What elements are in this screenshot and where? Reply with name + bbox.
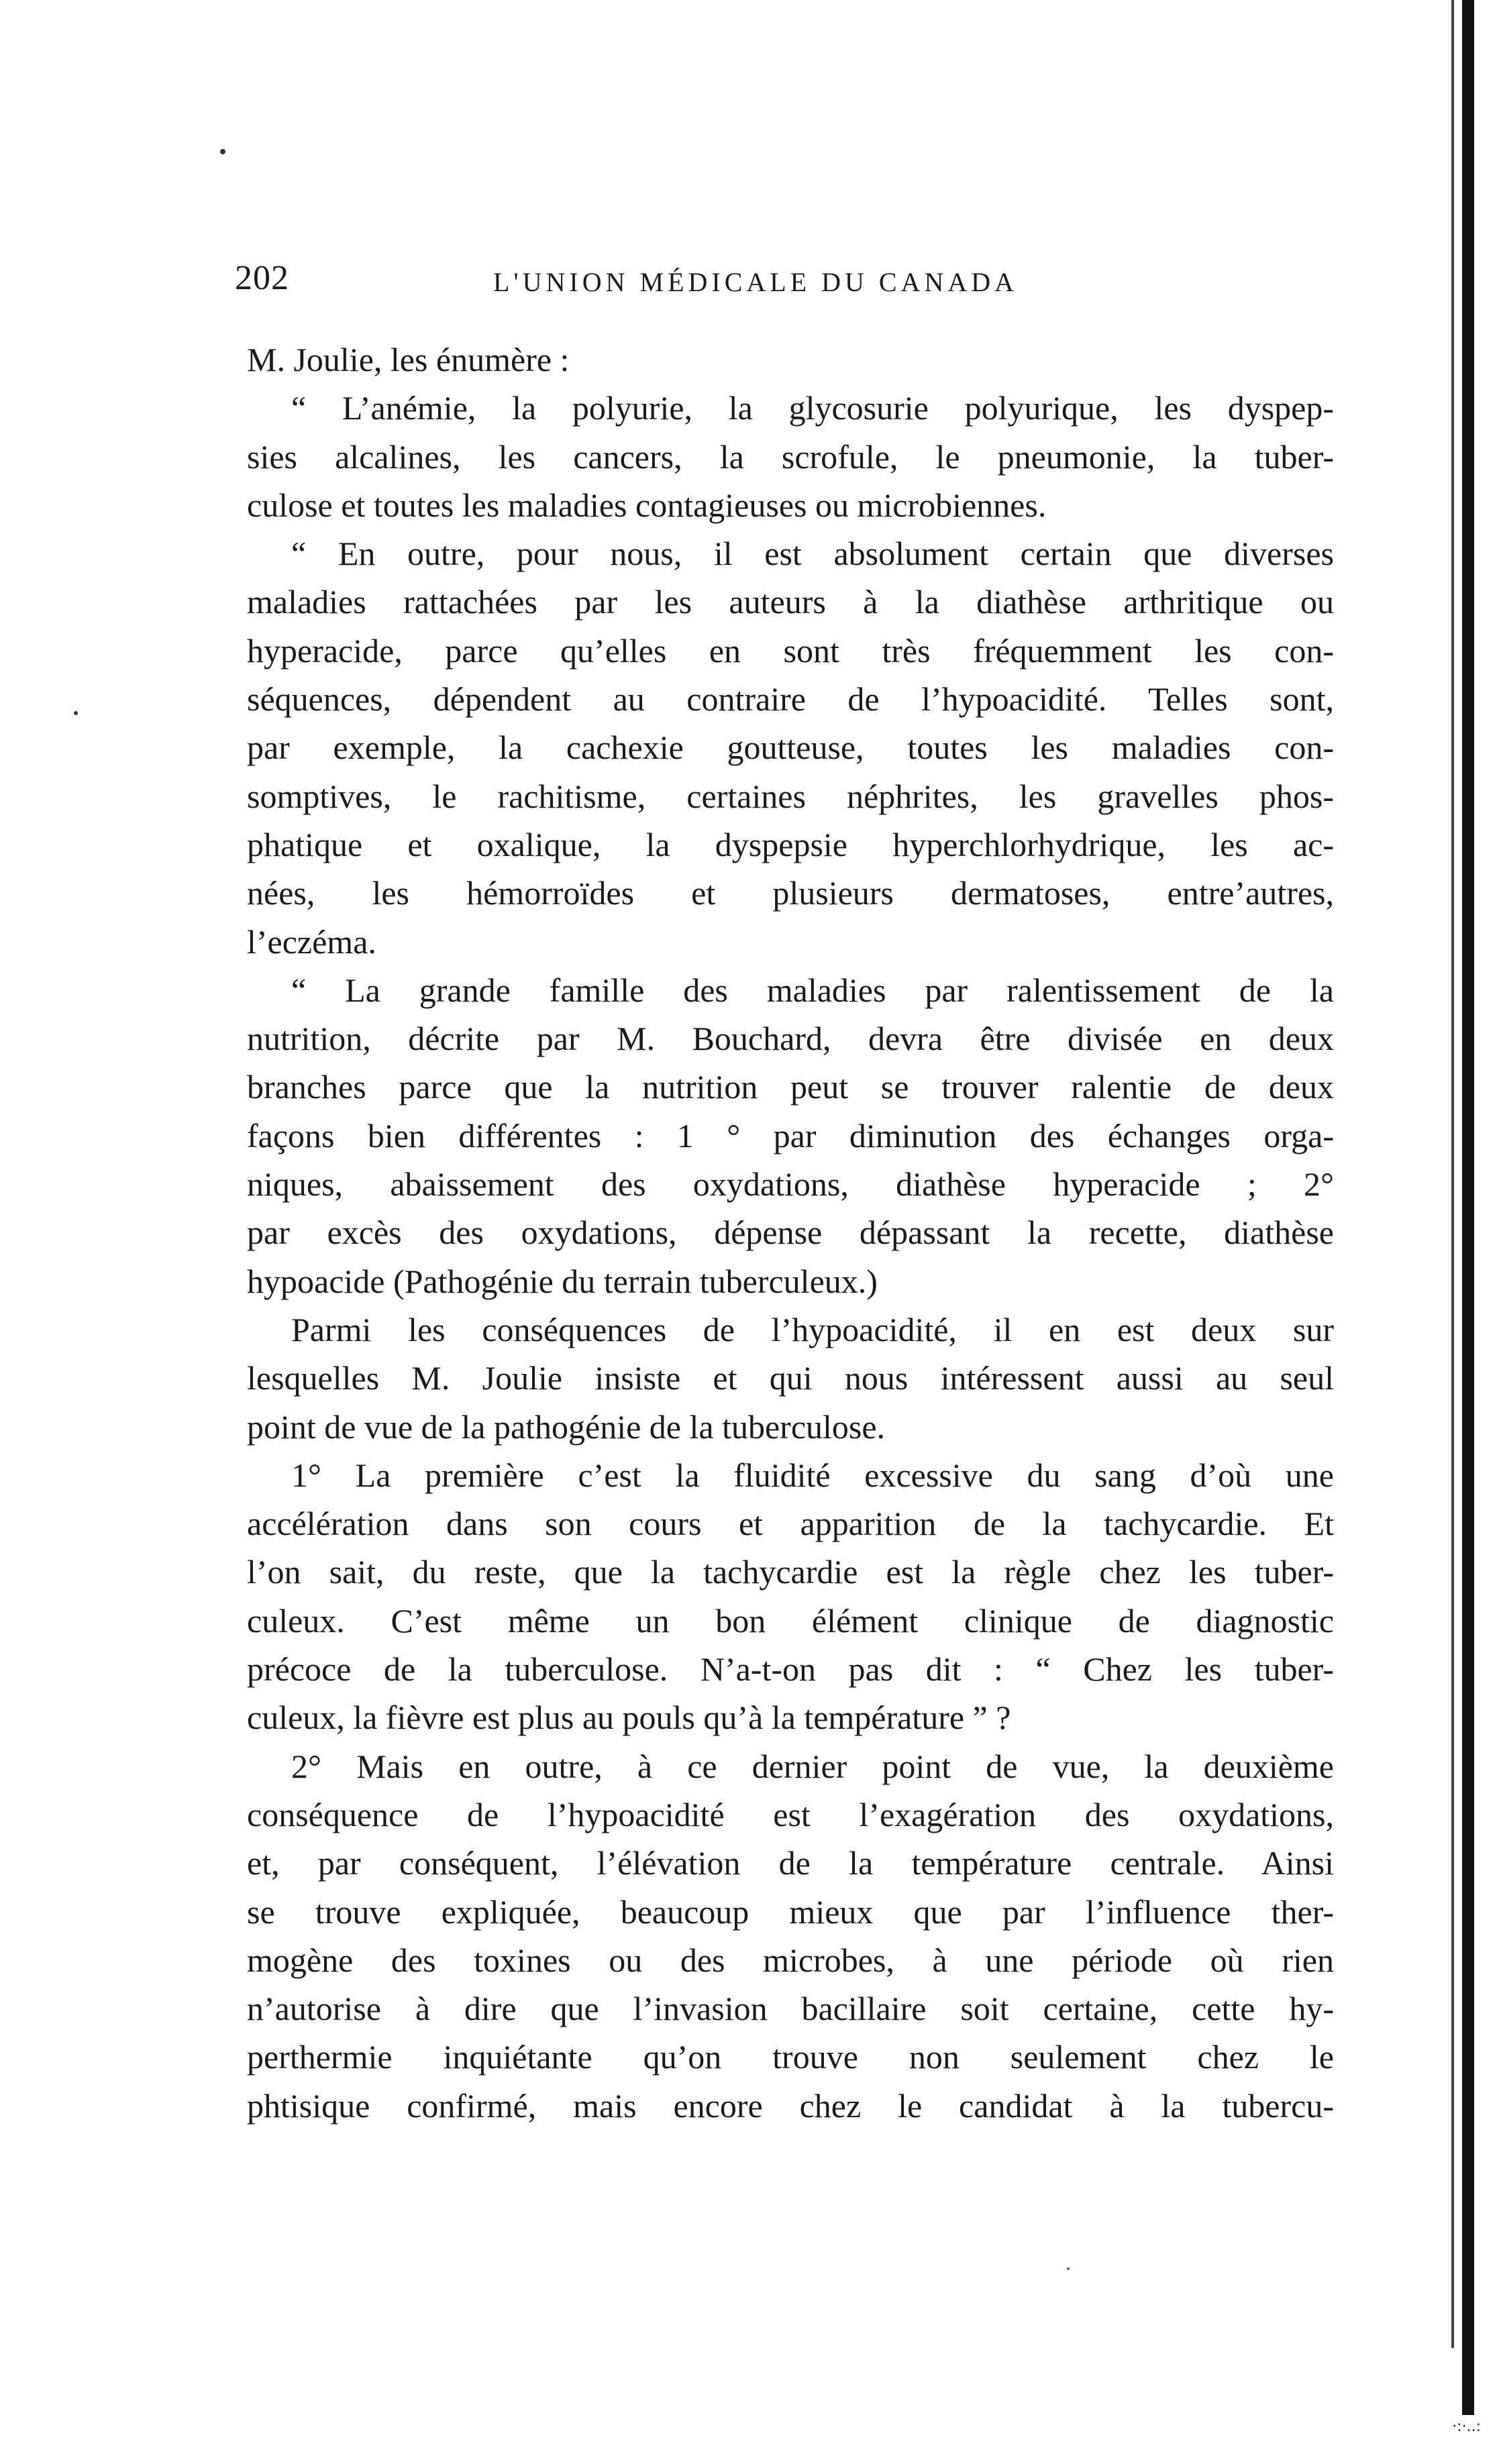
text-line: nutrition, décrite par M. Bouchard, devra être divisée en deux (247, 1020, 1334, 1058)
text-line: branches parce que la nutrition peut se trouver ralentie de deux (247, 1068, 1334, 1106)
text-line: sies alcalines, les cancers, la scrofule, le pneumonie, la tuber- (247, 437, 1334, 476)
text-line: n’autorise à dire que l’invasion bacillaire soit certaine, cette hy- (247, 1990, 1334, 2028)
text-line: mogène des toxines ou des microbes, à une période où rien (247, 1941, 1334, 1979)
text-line: l’eczéma. (247, 922, 376, 961)
ink-speck (74, 711, 78, 715)
running-head (235, 258, 1335, 305)
text-line: culose et toutes les maladies contagieuses ou microbiennes. (247, 486, 1047, 524)
text-line: phatique et oxalique, la dyspepsie hyperchlorhydrique, les ac- (247, 825, 1334, 863)
scan-edge-line (1451, 0, 1454, 2348)
ink-speck (220, 149, 225, 154)
text-line: culeux, la fièvre est plus au pouls qu’à la température ” ? (247, 1699, 1011, 1737)
text-line: maladies rattachées par les auteurs à la diathèse arthritique ou (247, 583, 1334, 621)
text-line: “ L’anémie, la polyurie, la glycosurie polyurique, les dyspep- (291, 389, 1334, 427)
text-line: séquences, dépendent au contraire de l’hypoacidité. Telles sont, (247, 680, 1334, 718)
text-line: par exemple, la cachexie goutteuse, toutes les maladies con- (247, 729, 1334, 767)
text-line: se trouve expliquée, beaucoup mieux que par l’influence ther- (247, 1892, 1334, 1931)
text-line: point de vue de la pathogénie de la tuberculose. (247, 1407, 886, 1446)
text-line: M. Joulie, les énumère : (247, 341, 570, 378)
text-line: 1° La première c’est la fluidité excessive du sang d’où une (291, 1456, 1334, 1494)
text-line: niques, abaissement des oxydations, diathèse hyperacide ; 2° (247, 1165, 1334, 1203)
text-line: lesquelles M. Joulie insiste et qui nous intéressent aussi au seul (247, 1359, 1334, 1397)
text-line: façons bien différentes : 1 ° par diminution des échanges orga- (247, 1116, 1334, 1155)
corner-artifact: ·:·..: (1452, 2418, 1481, 2435)
text-line: hypoacide (Pathogénie du terrain tuberculeux.) (247, 1262, 878, 1300)
text-line: par excès des oxydations, dépense dépassant la recette, diathèse (247, 1214, 1334, 1252)
text-line: Parmi les conséquences de l’hypoacidité, il en est deux sur (291, 1310, 1334, 1348)
text-line: l’on sait, du reste, que la tachycardie est la règle chez les tuber- (247, 1553, 1334, 1591)
text-line: nées, les hémorroïdes et plusieurs dermatoses, entre’autres, (247, 874, 1334, 912)
text-line: et, par conséquent, l’élévation de la température centrale. Ainsi (247, 1844, 1334, 1882)
journal-title: L'UNION MÉDICALE DU CANADA (493, 267, 1019, 297)
text-line: conséquence de l’hypoacidité est l’exagération des oxydations, (247, 1795, 1334, 1833)
text-line: phtisique confirmé, mais encore chez le candidat à la tubercu- (247, 2086, 1334, 2125)
text-line: 2° Mais en outre, à ce dernier point de vue, la deuxième (291, 1747, 1334, 1785)
text-line: culeux. C’est même un bon élément clinique de diagnostic (247, 1601, 1334, 1640)
text-line: perthermie inquiétante qu’on trouve non seulement chez le (247, 2038, 1334, 2076)
ink-speck (1067, 2267, 1070, 2270)
body-text (247, 335, 1334, 2130)
text-line: précoce de la tuberculose. N’a-t-on pas dit : “ Chez les tuber- (247, 1650, 1334, 1689)
text-line: “ La grande famille des maladies par ralentissement de la (291, 971, 1334, 1009)
page-number: 202 (235, 259, 289, 297)
text-line: “ En outre, pour nous, il est absolument certain que diverses (291, 535, 1334, 573)
scan-edge-shadow (1462, 0, 1474, 2415)
text-line: accélération dans son cours et apparition de la tachycardie. Et (247, 1505, 1334, 1543)
text-line: hyperacide, parce qu’elles en sont très fréquemment les con- (247, 631, 1334, 669)
text-line: somptives, le rachitisme, certaines néphrites, les gravelles phos- (247, 777, 1334, 815)
